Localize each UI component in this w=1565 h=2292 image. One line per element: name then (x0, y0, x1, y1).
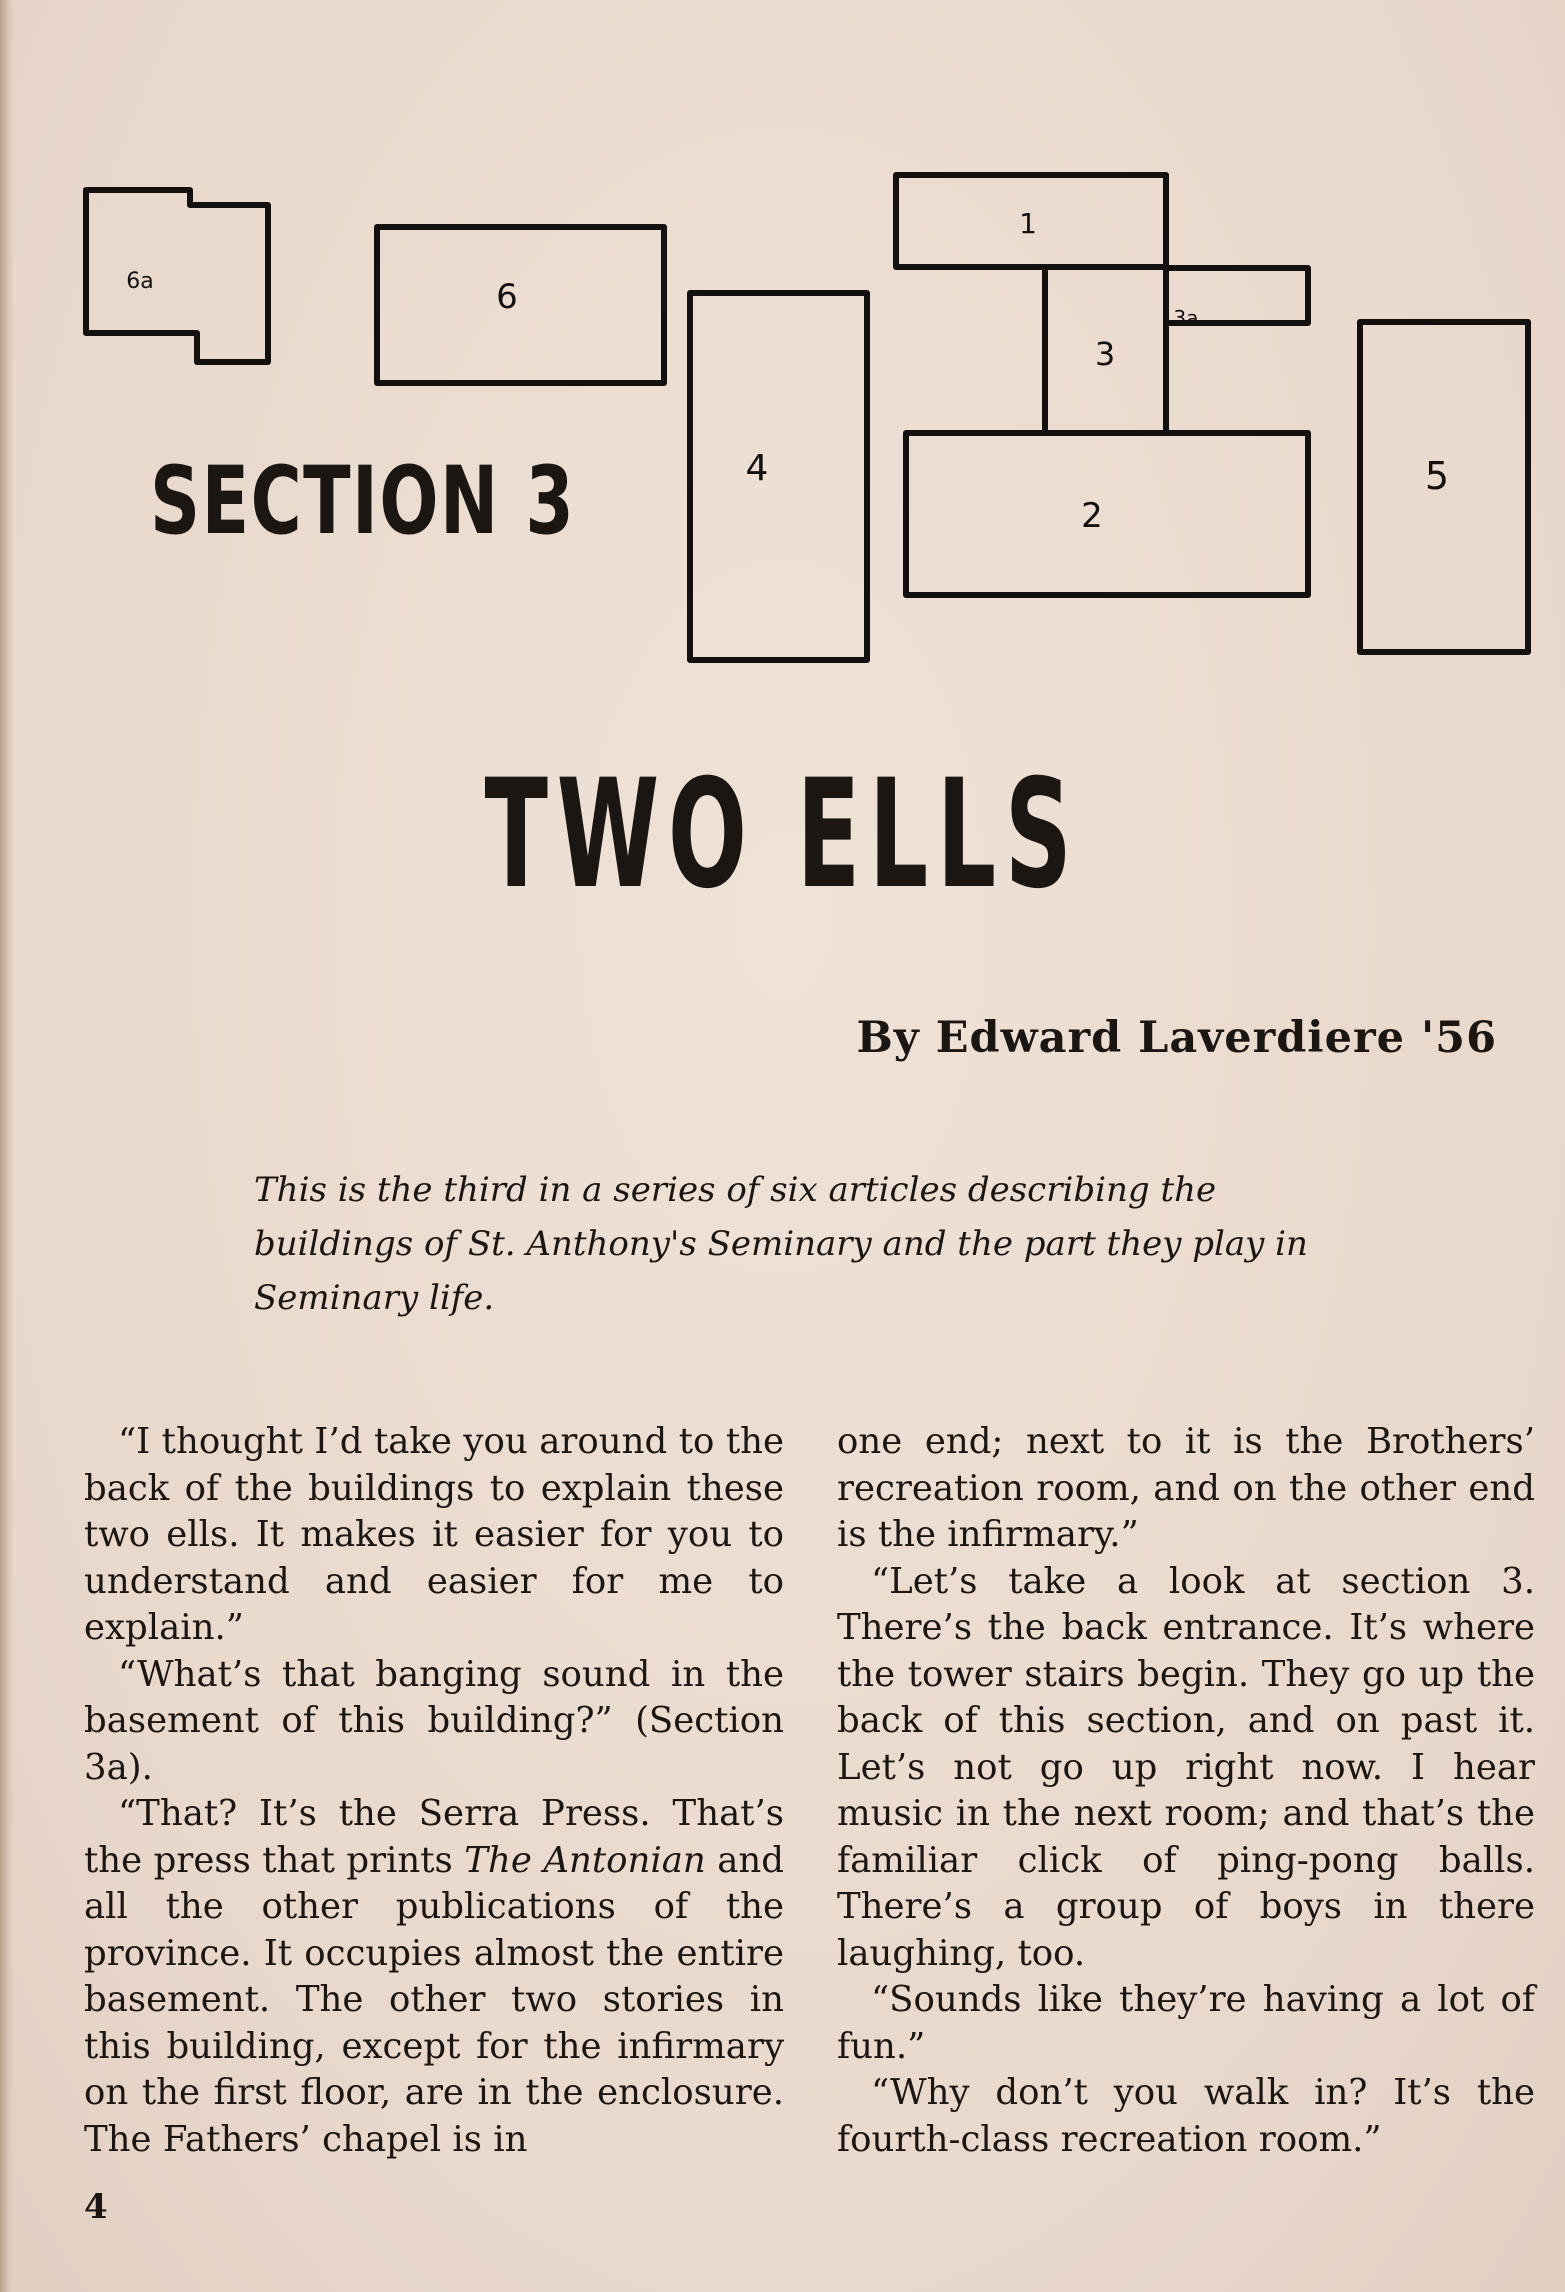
building-6a-label: 6a (126, 269, 154, 294)
paragraph: “Let’s take a look at section 3. There’s the back entrance. It’s where the tower stairs begin. They go up the back of this section, and on past it. Let’s not go up right now. I hear music in the next room; and that’s the familiar click of ping-pong balls. There’s a group of boys in there laughing, too. (837, 1560, 1535, 1974)
page-number: 4 (84, 2187, 108, 2227)
building-5-label: 5 (1424, 454, 1450, 498)
section-title: SECTION 3 (150, 447, 576, 556)
intro-blurb: This is the third in a series of six articles describing the buildings of St. Anthony's Seminary and the part they play in Seminary life. (254, 1170, 1308, 1318)
right-column (837, 1419, 1535, 2163)
byline: By Edward Laverdiere '56 (856, 1013, 1497, 1063)
article-title: TWO ELLS (484, 748, 1081, 922)
building-2-label: 2 (1081, 496, 1103, 536)
building-3a-label: 3a (1173, 306, 1199, 330)
paragraph-text: and all the other publications of the province. It occupies almost the entire basement. The other two stories in this building, except for the infirmary on the first floor, are in the enclosure. The Fathers’ chapel is in (84, 1839, 784, 2160)
building-6 (377, 227, 664, 383)
paragraph (84, 1791, 784, 2163)
paragraph: “What’s that banging sound in the basement of this building?” (Section 3a). (84, 1653, 784, 1788)
paragraph-text: “That? It’s the Serra Press. That’s the press that prints (84, 1793, 784, 1881)
building-2 (906, 433, 1308, 595)
paragraph: “Sounds like they’re having a lot of fun.” (837, 1979, 1535, 2067)
building-1-label: 1 (1019, 207, 1037, 240)
building-3-label: 3 (1094, 335, 1116, 373)
building-plan-diagram (0, 0, 1565, 700)
paragraph: “I thought I’d take you around to the back of the buildings to explain these two ells. It makes it easier for you to understand and easier for me to explain.” (84, 1421, 784, 1648)
paragraph: one end; next to it is the Brothers’ recreation room, and on the other end is the infirmary.” (837, 1421, 1535, 1555)
building-4-label: 4 (745, 448, 769, 489)
building-6a (86, 190, 268, 362)
building-6-label: 6 (496, 277, 518, 317)
publication-title: The Antonian (464, 1839, 706, 1881)
building-4 (690, 293, 867, 660)
left-column (84, 1419, 784, 2163)
paragraph: “Why don’t you walk in? It’s the fourth-class recreation room.” (837, 2072, 1535, 2160)
